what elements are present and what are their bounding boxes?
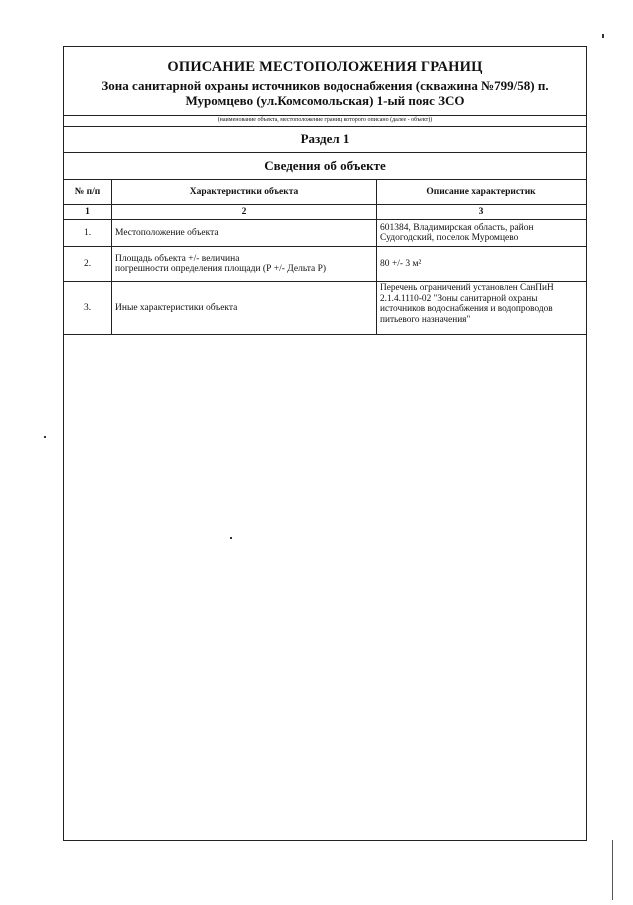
description-line: Судогодский, поселок Муромцево [380,233,519,243]
section-heading: Раздел 1 [64,126,586,153]
description-line: питьевого назначения" [380,314,471,325]
subtitle-line-2: Муромцево (ул.Комсомольская) 1-ый пояс ЗСО [185,93,465,108]
table-column-numbers-row [64,205,586,220]
row-number: 1. [64,220,112,246]
document-header [64,47,586,116]
column-number-2: 2 [112,205,377,219]
row-characteristic: Местоположение объекта [112,220,377,246]
table-row [64,247,586,282]
object-note: (наименование объекта, местоположение границ которого описано (далее - объект)) [217,117,433,123]
table-row [64,282,586,335]
header-characteristic: Характеристики объекта [112,180,377,204]
document-subtitle [72,78,578,108]
header-description: Описание характеристик [426,187,536,197]
scan-speck [230,537,232,539]
description-line: 2.1.4.1110-02 "Зоны санитарной охраны [380,293,538,304]
row-number: 3. [64,282,112,334]
subtitle-line-1: Зона санитарной охраны источников водоснабжения (скважина №799/58) п. [101,78,549,93]
description-line: Перечень ограничений установлен СанПиН [380,283,554,293]
description-line: источников водоснабжения и водопроводов [380,304,553,314]
row-number: 2. [64,247,112,281]
column-number-1: 1 [64,205,112,219]
row-description [377,282,585,334]
description-line: 601384, Владимирская область, район [380,222,534,233]
characteristic-line: погрешности определения площади (Р +/- Дельта Р) [115,264,327,274]
row-description [377,220,585,246]
table-row [64,220,586,247]
row-characteristic: Иные характеристики объекта [112,282,377,334]
document-title: ОПИСАНИЕ МЕСТОПОЛОЖЕНИЯ ГРАНИЦ [167,59,483,75]
table-header-row [64,180,586,205]
scan-speck [44,436,46,438]
header-number: № п/п [64,180,112,204]
characteristic-line: Площадь объекта +/- величина [115,253,240,264]
scan-edge-line [612,840,613,900]
document-frame [63,46,587,841]
column-number-3: 3 [478,207,484,217]
row-characteristic [112,247,377,281]
row-description: 80 +/- 3 м² [380,259,422,269]
section-title: Сведения об объекте [64,153,586,180]
scan-speck [602,34,604,38]
